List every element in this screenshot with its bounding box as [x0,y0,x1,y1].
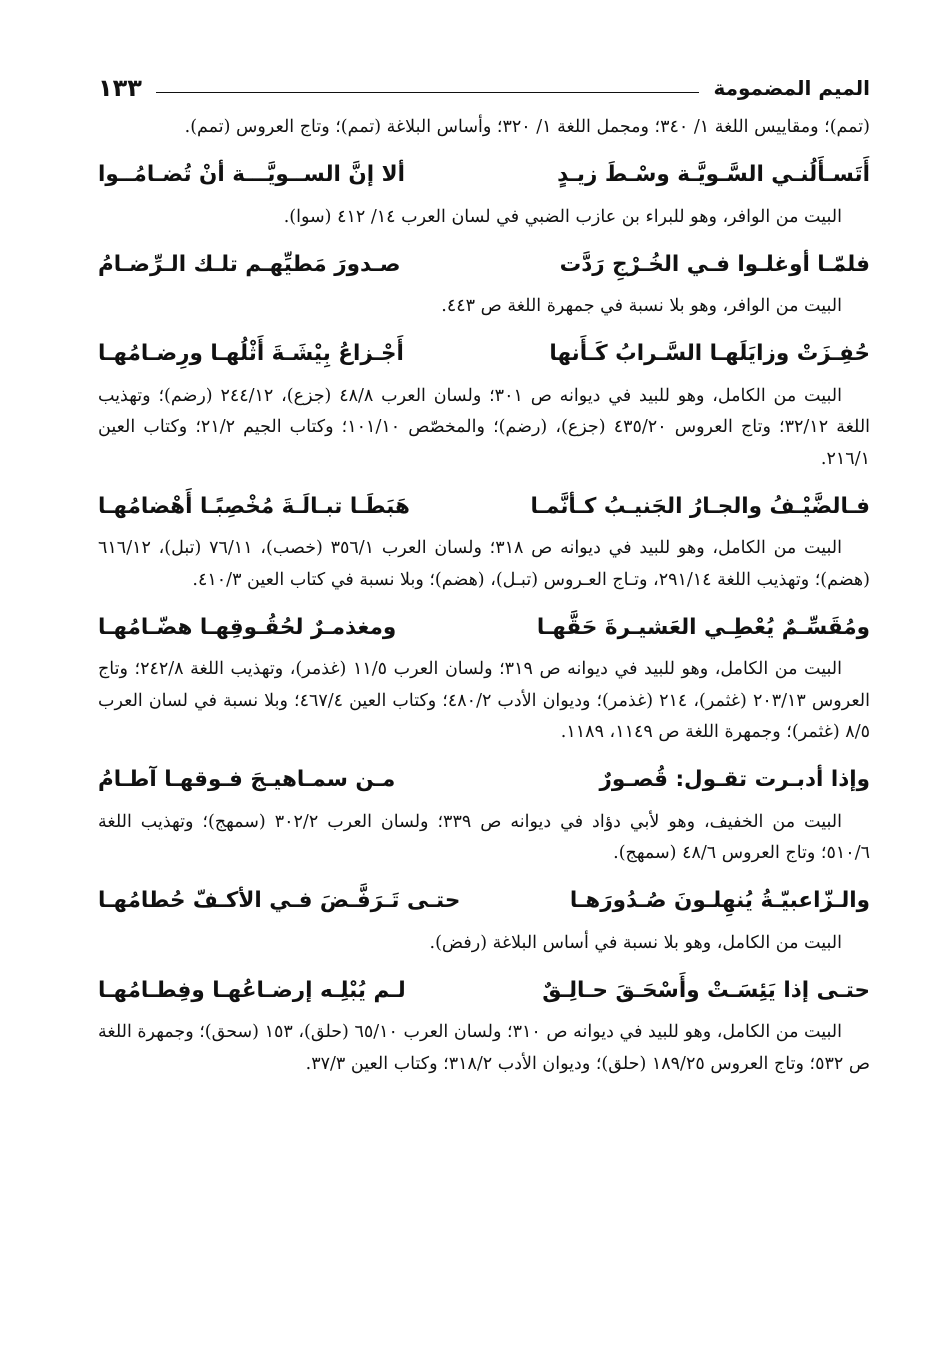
intro-paragraph: (تمم)؛ ومقاييس اللغة ١/ ٣٤٠؛ ومجمل اللغة ١/ ٣٢٠؛ وأساس البلاغة (تمم)؛ وتاج العروس (تمم). [184,117,870,137]
verse-second-hemistich: أَجْـزاعُ بِيْشَـةَ أَثْلُهـا ورِضـامُهـا [98,341,404,366]
verse-second-hemistich: حتـى تَـرَفَّـضَ فـي الأكـفّ حُطامُهـا [98,888,461,913]
verse-entry [98,329,870,476]
page-header [98,62,870,102]
verse-citation: البيت من الكامل، وهو للبيد في ديوانه ص ٣١٨؛ ولسان العرب ٣٥٦/١ (خصب)، ٧٦/١١ (تبل)، ٦١٦/١٢ (هضم)؛ وتهذيب اللغة ٢٩١/١٤، وتـاج العـروس (تبـل)، (هضم)؛ وبلا نسبة في كتاب العين ٤١٠/٣. [98,538,870,590]
chapter-title: الميم المضمومة [713,76,870,100]
verse-citation: البيت من الكامل، وهو للبيد في ديوانه ص ٣١٩؛ ولسان العرب ١١/٥ (غذمر)، وتهذيب اللغة ٢٤٢/٨؛ وتاج العروس ٢٠٣/١٣ (غثمر)، ٢١٤ (غذمر)؛ وديوان الأدب ٤٨٠/٢؛ وكتاب العين ٤٦٧/٤؛ وبلا نسبة في لسان العرب ٨/٥ (غثمر)؛ وجمهرة اللغة ص ١١٤٩، ١١٨٩. [98,659,870,742]
verse-entry [98,481,870,596]
verse-line [98,965,870,1015]
verse-entry [98,150,870,234]
verse-citation: البيت من الخفيف، وهو لأبي دؤاد في ديوانه ص ٣٣٩؛ ولسان العرب ٣٠٢/٢ (سمهج)؛ وتهذيب اللغة ٥١٠/٦؛ وتاج العروس ٤٨/٦ (سمهج). [98,811,870,863]
verse-citation: البيت من الكامل، وهو للبيد في ديوانه ص ٣٠١؛ ولسان العرب ٤٨/٨ (جزع)، ٢٤٤/١٢ (رضم)؛ وتهذيب اللغة ٣٢/١٢؛ وتاج العروس ٤٣٥/٢٠ (جزع)، (رضم)؛ والمخصّص ١٠١/١٠؛ وكتاب الجيم ٢١/٢؛ وكتاب العين ٢١٦/١. [98,385,871,469]
verse-first-hemistich: فـالضَّيْـفُ والجـارُ الجَنيـبُ كـأنَّمـا [530,493,870,519]
verse-line [98,481,870,531]
verse-line [98,239,870,289]
verse-citation: البيت من الكامل، وهو للبيد في ديوانه ص ٣١٠؛ ولسان العرب ٦٥/١٠ (حلق)، ١٥٣ (سحق)؛ وجمهرة اللغة ص ٥٣٢؛ وتاج العروس ١٨٩/٢٥ (حلق)؛ وديوان الأدب ٣١٨/٢؛ وكتاب العين ٣٧/٣. [98,1022,870,1074]
verse-second-hemistich: مـن سمـاهيـجَ فـوقهـا آطـامُ [98,767,396,792]
verse-entry [98,876,870,960]
verse-line [98,602,870,652]
verse-entry [98,602,870,749]
verse-first-hemistich: حُفِـزَتْ وزايَلَهـا السَّـرابُ كَـأَنها [549,341,870,366]
verse-first-hemistich: حتـى إذا يَئِسَـتْ وأَسْحَـقَ حـالِـقٌ [542,977,870,1003]
verse-second-hemistich: هَبَطَـا تبـالَـةَ مُخْصِبًـا أَهْضامُهـا [98,493,410,519]
verse-citation: البيت من الوافر، وهو للبراء بن عازب الضبي في لسان العرب ١٤/ ٤١٢ (سوا). [283,206,842,227]
verse-first-hemistich: أَتَسـأَلُنـي السَّـويَّـة وسْـطَ زيـدٍ [557,162,870,187]
verse-line [98,755,870,805]
verse-entry [98,755,870,870]
verse-line [98,329,870,379]
verse-first-hemistich: وإذا أدبـرت تقـول: قُصـورٌ [599,767,870,792]
verse-entry [98,239,870,323]
verse-second-hemistich: ومغذمـرٌ لحُقُـوقِهـا هضّـامُهـا [98,614,397,640]
verse-second-hemistich: صـدورَ مَطيِّهـم تلـك الـرِّضـامُ [98,251,401,277]
verse-first-hemistich: والـزّاعبيّـةُ يُنهِلـونَ صُـدُورَهـا [569,888,870,913]
verse-second-hemistich: لـم يُبْلِـه إرضـاعُهـا وفِطـامُهـا [98,977,406,1003]
page-number: ١٣٣ [98,74,142,102]
verse-citation: البيت من الكامل، وهو بلا نسبة في أساس البلاغة (رفض). [429,932,842,953]
verse-line [98,876,870,926]
verse-entry [98,965,870,1080]
verse-first-hemistich: ومُقَسِّـمٌ يُعْطِـي العَشيـرةَ حَقَّهـا [536,614,870,640]
verse-second-hemistich: ألا إنَّ الســويَّـــة أنْ تُضـامُــوا [98,162,405,187]
verse-first-hemistich: فلمّـا أوغلـوا فـي الخُـرْجِ رَدَّت [559,251,870,277]
verse-citation: البيت من الوافر، وهو بلا نسبة في جمهرة اللغة ص ٤٤٣. [441,296,842,316]
verse-line [98,150,870,200]
header-rule [156,92,700,93]
